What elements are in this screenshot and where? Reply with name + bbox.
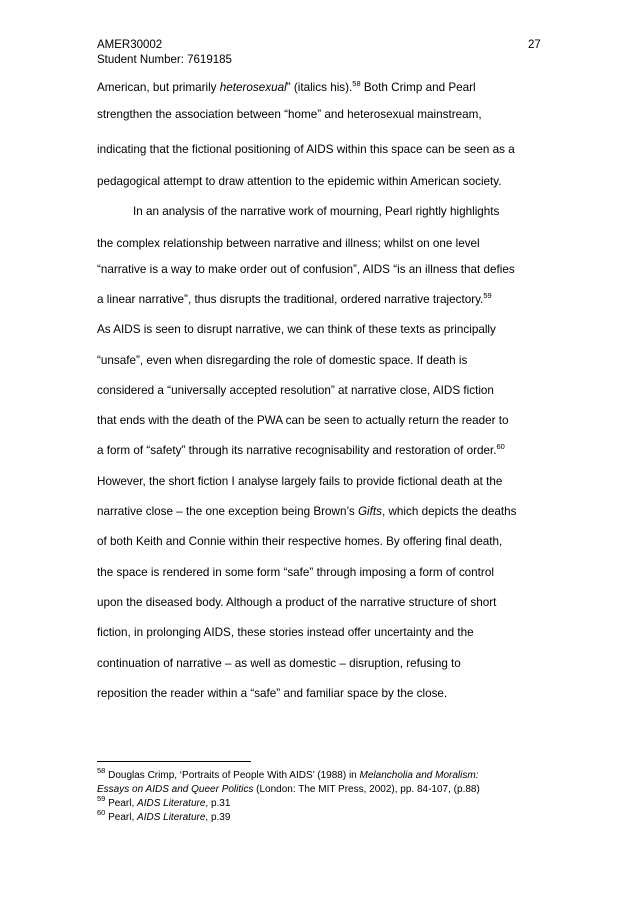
body-line: “unsafe”, even when disregarding the role of domestic space. If death is (97, 354, 468, 367)
footnote-ref-58: 58 (352, 79, 361, 88)
paragraph-first-line: In an analysis of the narrative work of mourning, Pearl rightly highlights (133, 205, 500, 218)
body-line: that ends with the death of the PWA can be seen to actually return the reader to (97, 414, 509, 427)
footnote-58-cont: Essays on AIDS and Queer Politics (London: The MIT Press, 2002), pp. 84-107, (p.88) (97, 784, 480, 795)
body-line: the complex relationship between narrative and illness; whilst on one level (97, 237, 480, 250)
footnote-58: $^{58}$ Douglas Crimp, ‘Portraits of People With AIDS’ (1988) in Melancholia and Moralism: (97, 766, 479, 781)
body-line: reposition the reader within a “safe” and familiar space by the close. (97, 687, 448, 700)
body-line: a form of “safety” through its narrative recognisability and restoration of order.$^{60}$ (97, 442, 505, 457)
body-line: “narrative is a way to make order out of confusion”, AIDS “is an illness that defies (97, 263, 515, 276)
body-line: However, the short fiction I analyse largely fails to provide fictional death at the (97, 475, 503, 488)
body-line: narrative close – the one exception being Brown’s Gifts, which depicts the deaths (97, 505, 517, 518)
footnote-59: $^{59}$ Pearl, AIDS Literature, p.31 (97, 794, 231, 809)
footnote-ref-59: 59 (483, 291, 492, 300)
body-line: fiction, in prolonging AIDS, these stories instead offer uncertainty and the (97, 626, 474, 639)
footnote-separator (97, 761, 251, 762)
body-line: As AIDS is seen to disrupt narrative, we can think of these texts as principally (97, 323, 496, 336)
course-code: AMER30002 (97, 39, 163, 51)
body-line: pedagogical attempt to draw attention to the epidemic within American society. (97, 175, 502, 188)
student-number: Student Number: 7619185 (97, 54, 232, 66)
body-line: of both Keith and Connie within their respective homes. By offering final death, (97, 535, 503, 548)
body-line: a linear narrative”, thus disrupts the traditional, ordered narrative trajectory.$^{59}$ (97, 291, 492, 306)
footnote-ref-60: 60 (496, 442, 505, 451)
page-number: 27 (528, 39, 541, 51)
footnote-60: $^{60}$ Pearl, AIDS Literature, p.39 (97, 808, 231, 823)
body-line: upon the diseased body. Although a product of the narrative structure of short (97, 596, 497, 609)
body-line: indicating that the fictional positioning of AIDS within this space can be seen as a (97, 143, 515, 156)
body-line: strengthen the association between “home” and heterosexual mainstream, (97, 108, 482, 121)
body-line: considered a “universally accepted resolution” at narrative close, AIDS fiction (97, 384, 494, 397)
body-line: continuation of narrative – as well as domestic – disruption, refusing to (97, 657, 461, 670)
body-line: American, but primarily heterosexual” (italics his).$^{58}$ Both Crimp and Pearl (97, 79, 476, 94)
body-line: the space is rendered in some form “safe” through imposing a form of control (97, 566, 494, 579)
